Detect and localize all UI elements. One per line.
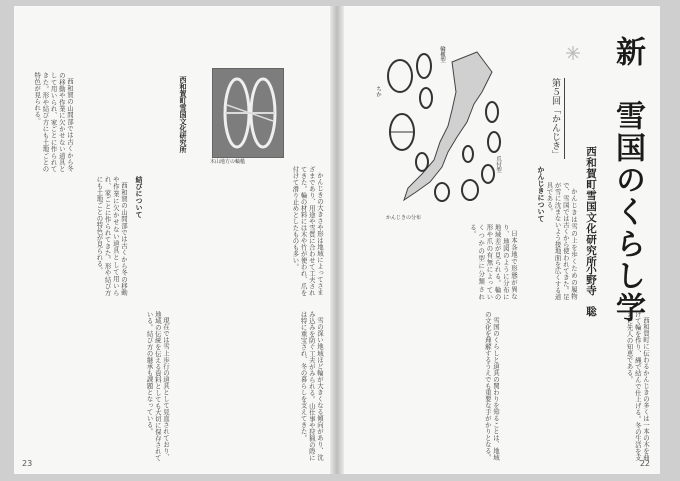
map-caption: かんじきの分布 xyxy=(386,215,422,221)
right-page xyxy=(344,6,660,474)
paragraph: 西和賀町に伝わるかんじきの多くは一本の木を曲げて輪を作り、縄で結んで仕上げる。冬の生活を支えた先人の知恵である。 xyxy=(625,311,650,461)
section-heading-musubi: 結びについて xyxy=(135,176,143,218)
author-affiliation: 西和賀町雪国文化研究所 xyxy=(585,146,597,267)
section-heading-affiliation: 西和賀町雪国文化研究所 xyxy=(179,76,187,153)
body-column xyxy=(24,311,170,461)
body-column xyxy=(504,311,650,461)
kanjiki-photo xyxy=(212,68,284,158)
section-heading-kanjiki: かんじきについて xyxy=(537,166,545,222)
kanjiki-photo-image xyxy=(213,69,283,157)
body-column xyxy=(354,311,500,461)
page-number: 22 xyxy=(639,459,650,468)
article-title: 新 雪国のくらし学 xyxy=(610,36,645,324)
body-column xyxy=(24,176,128,296)
body-column xyxy=(524,182,578,300)
photo-caption: 木山地方の輪檻 xyxy=(210,159,246,165)
body-column xyxy=(220,166,324,296)
japan-map-illustration xyxy=(382,42,512,212)
snowflake-icon xyxy=(566,46,580,60)
series-label: 第５回「かんじき」 xyxy=(549,78,565,159)
page-number: 23 xyxy=(22,459,33,468)
paragraph: 雪の深い地域ほど輪が大きくなる傾向があり、沈み込みを防ぐ工夫がみられる。山仕事や狩猟の際には特に重宝され、冬の暮らしを支えてきた。 xyxy=(299,311,324,461)
map-label: 輪檻型 xyxy=(439,46,445,63)
gutter xyxy=(330,6,344,474)
paragraph: 雪国のくらしと道具の関わりを知ることは、地域の文化を理解するうえでも重要な手がかりとなる。 xyxy=(483,311,500,461)
distribution-map xyxy=(382,42,512,212)
paragraph: かんじきは雪の上を歩くための履物で、雪国では古くから使われてきた。足が雪に沈まないよう接地面を広くする道具である。 xyxy=(545,182,578,300)
paragraph: かんじきの大きさや形は地域によってさまざまであり、用途や雪質に合わせて工夫されてきた。輪の材料には木や竹が使われ、爪を付けて滑り止めとしたものも多い。 xyxy=(291,166,324,296)
author-name: 小野寺 聡 xyxy=(585,264,597,317)
paragraph: 西和賀の山間部では古くから冬の移動や作業に欠かせない道具として用いられ、家ごとに作られてきた。形や結び方にも土地ごとの特色が見られる。 xyxy=(33,72,74,172)
map-label: ちか xyxy=(375,86,381,97)
left-page xyxy=(14,6,330,474)
map-label: 爪付型 xyxy=(495,156,501,173)
paragraph: 西和賀の山間部では古くから冬の移動や作業に欠かせない道具として用いられ、家ごとに作られてきた。形や結び方にも土地ごとの特色が見られる。 xyxy=(95,176,128,296)
body-column xyxy=(408,224,518,300)
paragraph: 現在では雪上歩行の道具として見直されており、地域の伝統を伝える資料としても大切に保存されている。結び方の継承も課題となっている。 xyxy=(145,311,170,461)
paragraph: 日本各地で形態が異なり、地図のように分布に地域差が見られる。輪の形や爪の有無によっていくつかの型に分類される。 xyxy=(468,224,518,300)
body-column xyxy=(174,311,324,461)
body-column xyxy=(24,72,74,172)
